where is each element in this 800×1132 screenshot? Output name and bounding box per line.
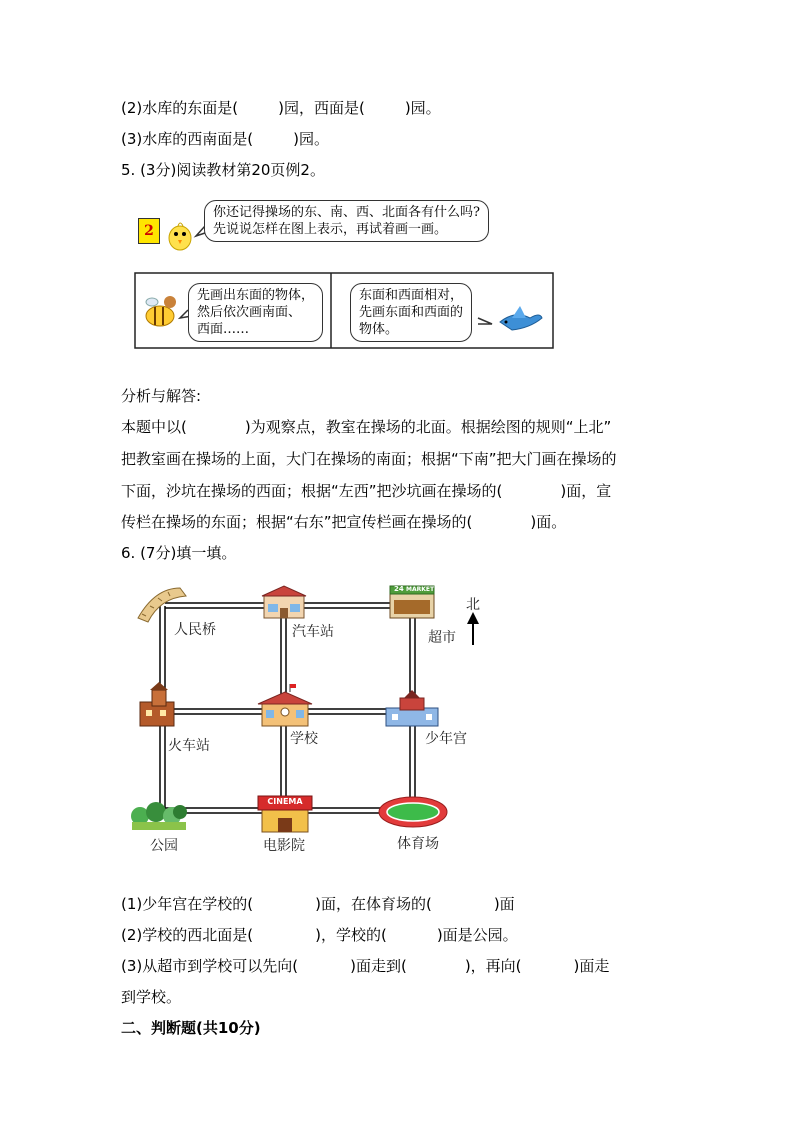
north-label: 北	[466, 597, 480, 613]
youth-palace-icon	[386, 690, 438, 726]
place-bridge: 人民桥	[174, 622, 216, 638]
place-park: 公园	[150, 838, 178, 854]
analysis-line-4: 传栏在操场的东面；根据“右东”把宣传栏画在操场的( )面。	[121, 513, 567, 531]
place-cinema: 电影院	[263, 838, 305, 854]
bee-icon	[146, 296, 176, 326]
place-stadium: 体育场	[397, 836, 439, 852]
place-train-station: 火车站	[168, 738, 210, 754]
q4-item-3: (3)水库的西南面是( )园。	[121, 130, 329, 148]
place-bus-station: 汽车站	[292, 624, 334, 640]
stadium-icon	[379, 797, 447, 827]
q6-item-3-cont: 到学校。	[121, 988, 182, 1006]
bird-icon	[500, 306, 542, 330]
cinema-sign: CINEMA	[267, 797, 303, 806]
q6-item-2: (2)学校的西北面是( )，学校的( )面是公园。	[121, 926, 518, 944]
place-school: 学校	[290, 731, 318, 747]
market-sign: MARKET	[406, 586, 435, 593]
chick-icon	[169, 223, 191, 250]
analysis-title: 分析与解答:	[121, 387, 202, 405]
analysis-line-3: 下面，沙坑在操场的西面；根据“左西”把沙坑画在操场的( )面，宣	[121, 482, 612, 500]
bridge-icon	[138, 588, 186, 622]
market-sign-number: 24	[394, 585, 404, 593]
bubble-right: 东面和西面相对， 先画东面和西面的 物体。	[350, 283, 472, 342]
section-title: 二、判断题(共10分)	[121, 1019, 261, 1037]
q6-title: 6. (7分)填一填。	[121, 544, 237, 562]
bubble-left: 先画出东面的物体， 然后依次画南面、 西面……	[188, 283, 323, 342]
place-supermarket: 超市	[428, 630, 456, 646]
q4-item-2: (2)水库的东面是( )园，西面是( )园。	[121, 99, 441, 117]
q5-title: 5. (3分)阅读教材第20页例2。	[121, 161, 325, 179]
analysis-line-1: 本题中以( )为观察点，教室在操场的北面。根据绘图的规则“上北”	[121, 418, 612, 436]
train-station-icon	[140, 682, 174, 726]
bubble-main: 你还记得操场的东、南、西、北面各有什么吗? 先说说怎样在图上表示，再试着画一画。	[204, 200, 489, 242]
q6-item-1: (1)少年宫在学校的( )面，在体育场的( )面	[121, 895, 515, 913]
q6-item-3: (3)从超市到学校可以先向( )面走到( )，再向( )面走	[121, 957, 610, 975]
bus-station-icon	[262, 586, 306, 618]
school-icon	[258, 684, 312, 726]
park-icon	[131, 802, 187, 830]
analysis-line-2: 把教室画在操场的上面，大门在操场的南面；根据“下南”把大门画在操场的	[121, 450, 617, 468]
example-number-box: 2	[138, 218, 160, 244]
place-youth-palace: 少年宫	[425, 731, 467, 747]
north-arrow	[467, 612, 479, 645]
